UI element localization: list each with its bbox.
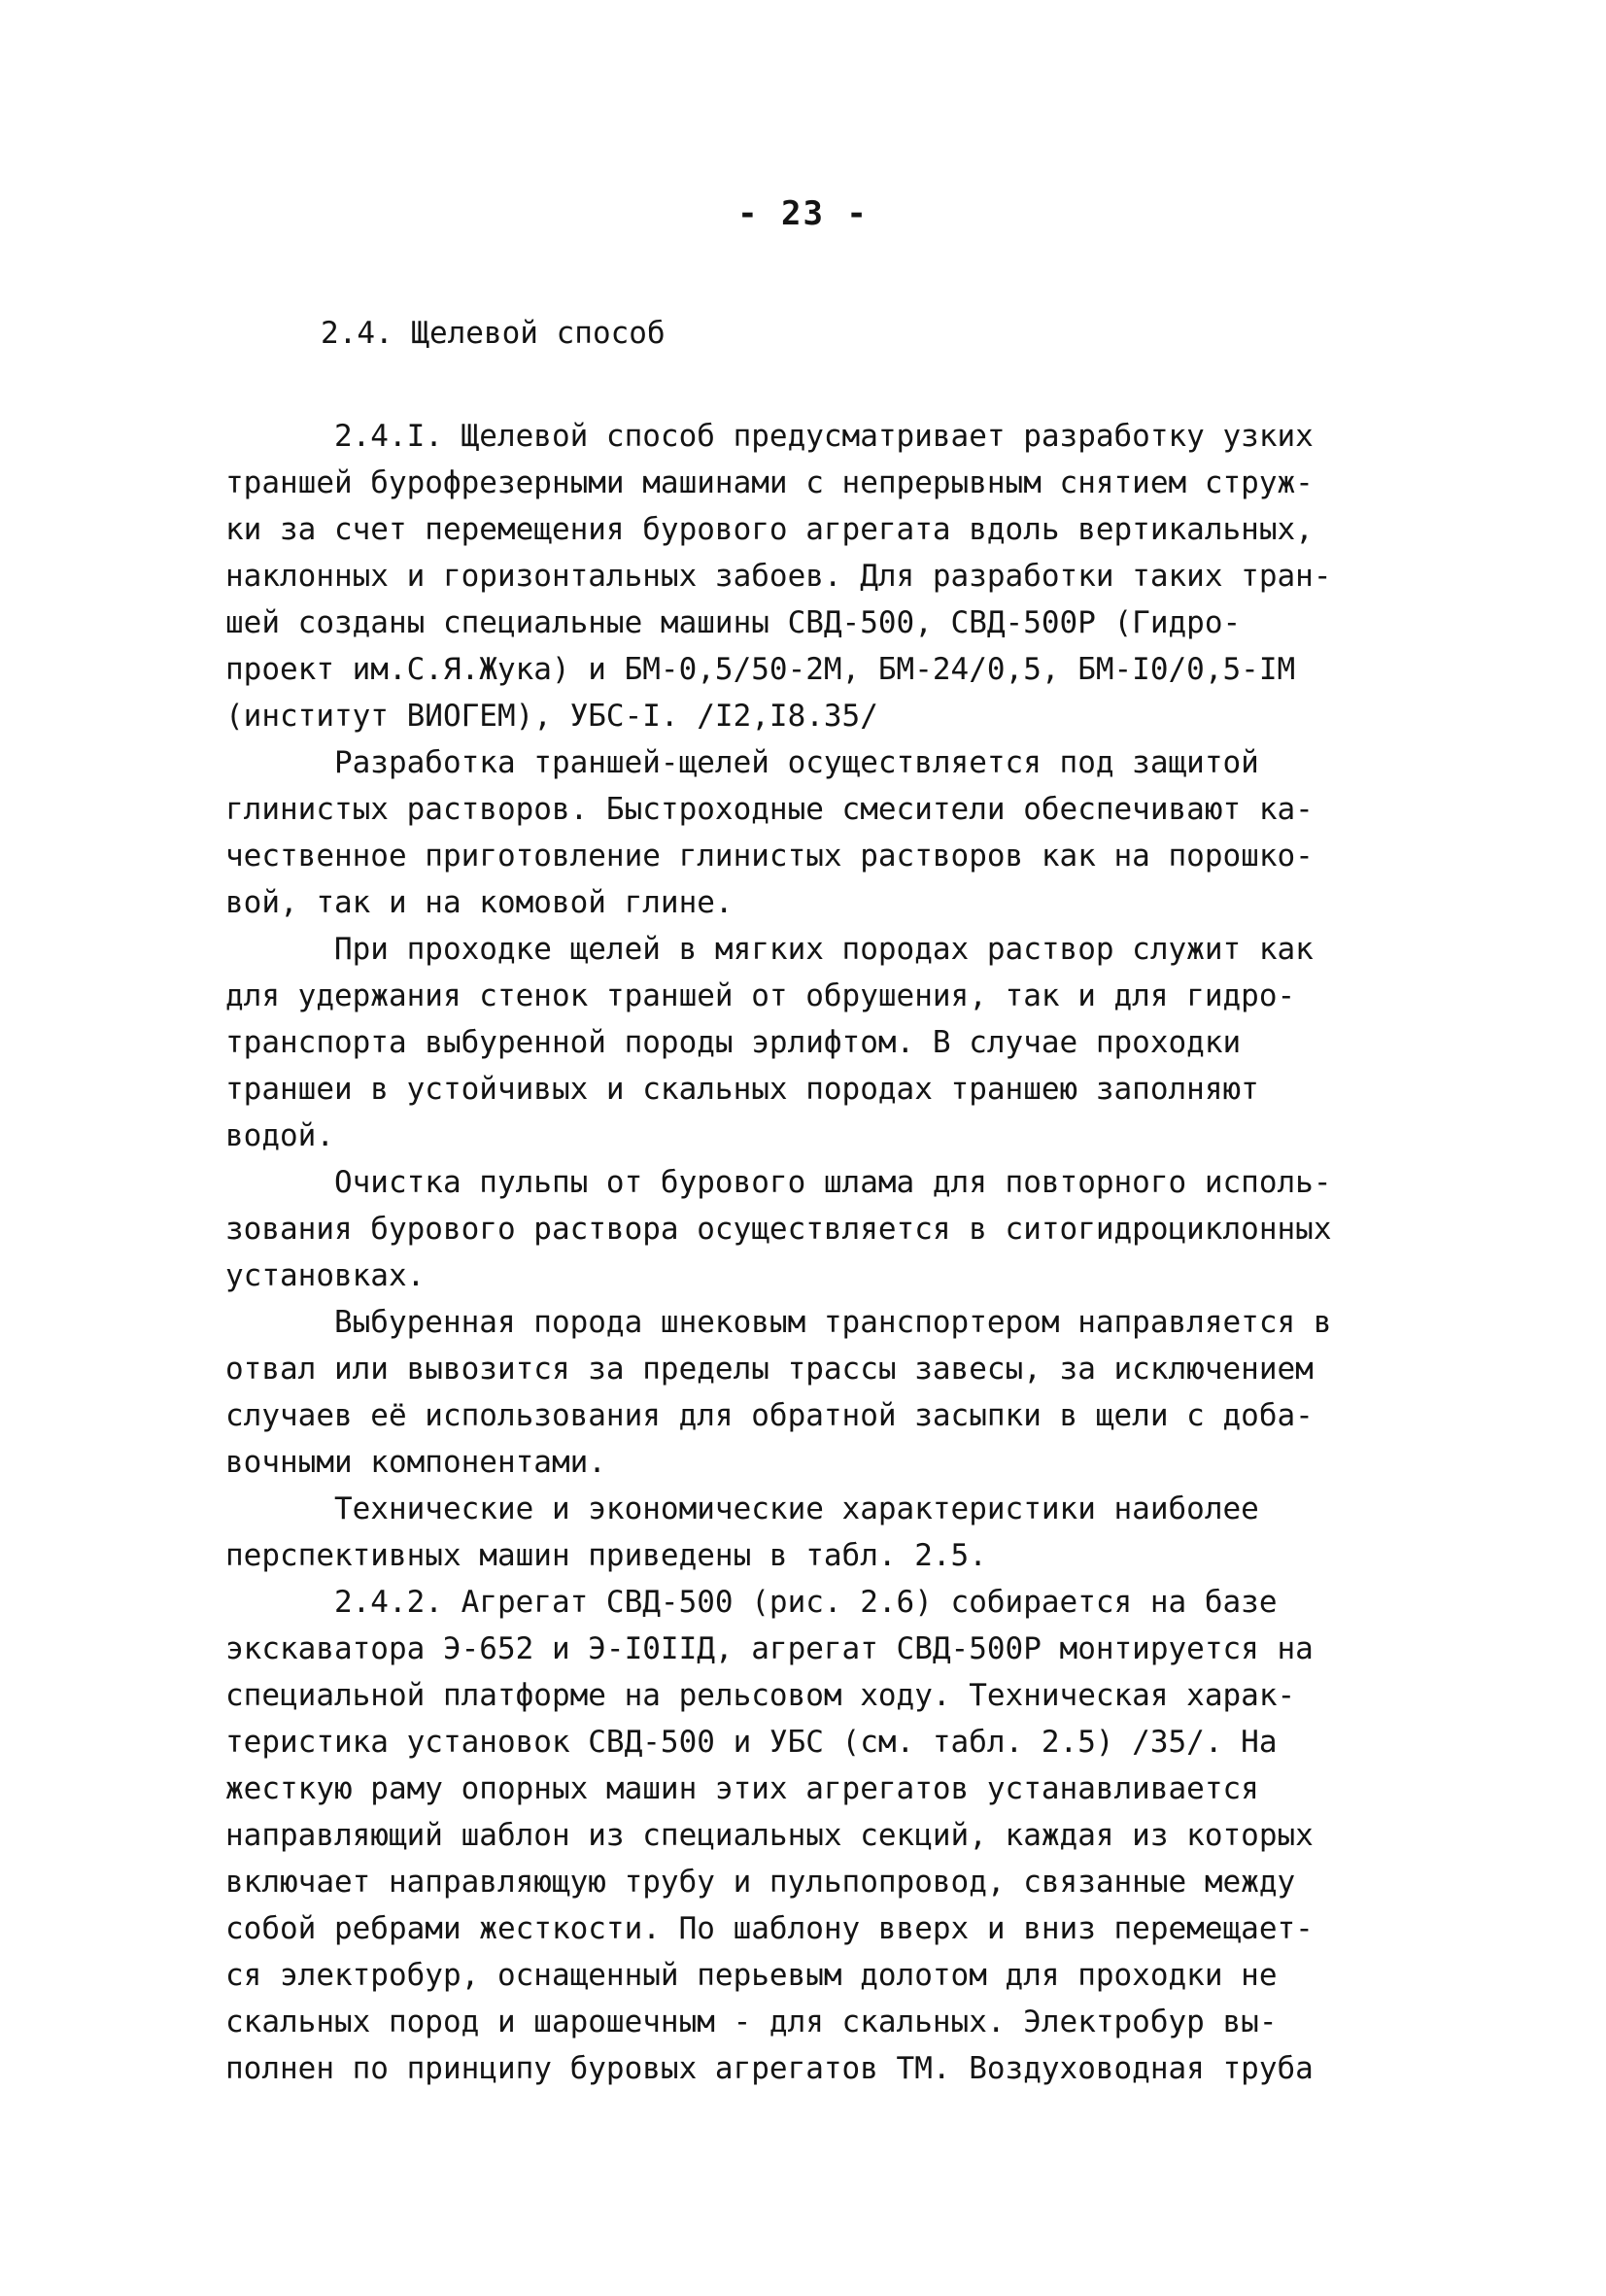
text-line: перспективных машин приведены в табл. 2.5. [225, 1538, 987, 1573]
text-line: зования бурового раствора осуществляется в ситогидроциклонных [225, 1212, 1332, 1247]
text-line: чественное приготовление глинистых растворов как на порошко- [225, 839, 1314, 874]
text-line: 2.4.I. Щелевой способ предусматривает разработку узких [225, 419, 1314, 454]
text-line: водой. [225, 1118, 334, 1153]
text-line: вой, так и на комовой глине. [225, 885, 734, 920]
text-line: Разработка траншей-щелей осуществляется под защитой [225, 745, 1259, 780]
body-text [225, 413, 1411, 2092]
text-line: Технические и экономические характеристики наиболее [225, 1491, 1259, 1526]
text-line: установках. [225, 1258, 426, 1293]
page-number: - 23 - [737, 194, 869, 233]
text-line: траншей бурофрезерными машинами с непрерывным снятием струж- [225, 465, 1314, 500]
text-line: полнен по принципу буровых агрегатов ТМ. Воздуховодная труба [225, 2051, 1314, 2086]
text-line: собой ребрами жесткости. По шаблону вверх и вниз перемещает- [225, 1911, 1314, 1946]
text-line: наклонных и горизонтальных забоев. Для разработки таких тран- [225, 559, 1332, 594]
text-line: 2.4.2. Агрегат СВД-500 (рис. 2.6) собирается на базе [225, 1585, 1278, 1620]
text-line: случаев её использования для обратной засыпки в щели с доба- [225, 1398, 1314, 1433]
text-line: ки за счет перемещения бурового агрегата вдоль вертикальных, [225, 512, 1314, 547]
text-line: транспорта выбуренной породы эрлифтом. В случае проходки [225, 1025, 1242, 1060]
text-line: Выбуренная порода шнековым транспортером направляется в [225, 1305, 1332, 1340]
text-line: жесткую раму опорных машин этих агрегатов устанавливается [225, 1771, 1259, 1806]
text-line: специальной платформе на рельсовом ходу. Техническая харак- [225, 1678, 1296, 1713]
text-line: Очистка пульпы от бурового шлама для повторного исполь- [225, 1165, 1332, 1200]
text-line: ся электробур, оснащенный перьевым долотом для проходки не [225, 1958, 1278, 1993]
text-line: проект им.С.Я.Жука) и БМ-0,5/50-2М, БМ-24/0,5, БМ-I0/0,5-IМ [225, 652, 1296, 687]
text-line: направляющий шаблон из специальных секций, каждая из которых [225, 1818, 1314, 1853]
text-line: для удержания стенок траншей от обрушения, так и для гидро- [225, 978, 1296, 1013]
section-title: 2.4. Щелевой способ [321, 316, 666, 351]
text-line: (институт ВИОГЕМ), УБС-I. /I2,I8.35/ [225, 699, 878, 734]
text-line: теристика установок СВД-500 и УБС (см. табл. 2.5) /35/. На [225, 1725, 1278, 1760]
text-line: скальных пород и шарошечным - для скальных. Электробур вы- [225, 2005, 1278, 2039]
text-line: При проходке щелей в мягких породах раствор служит как [225, 932, 1314, 967]
text-line: включает направляющую трубу и пульпопровод, связанные между [225, 1865, 1296, 1900]
text-line: вочными компонентами. [225, 1445, 606, 1480]
text-line: траншеи в устойчивых и скальных породах траншею заполняют [225, 1072, 1259, 1107]
text-line: отвал или вывозится за пределы трассы завесы, за исключением [225, 1352, 1314, 1387]
text-line: шей созданы специальные машины СВД-500, СВД-500Р (Гидро- [225, 605, 1242, 640]
text-line: глинистых растворов. Быстроходные смесители обеспечивают ка- [225, 792, 1314, 827]
text-line: экскаватора Э-652 и Э-I0IIД, агрегат СВД-500Р монтируется на [225, 1631, 1314, 1666]
